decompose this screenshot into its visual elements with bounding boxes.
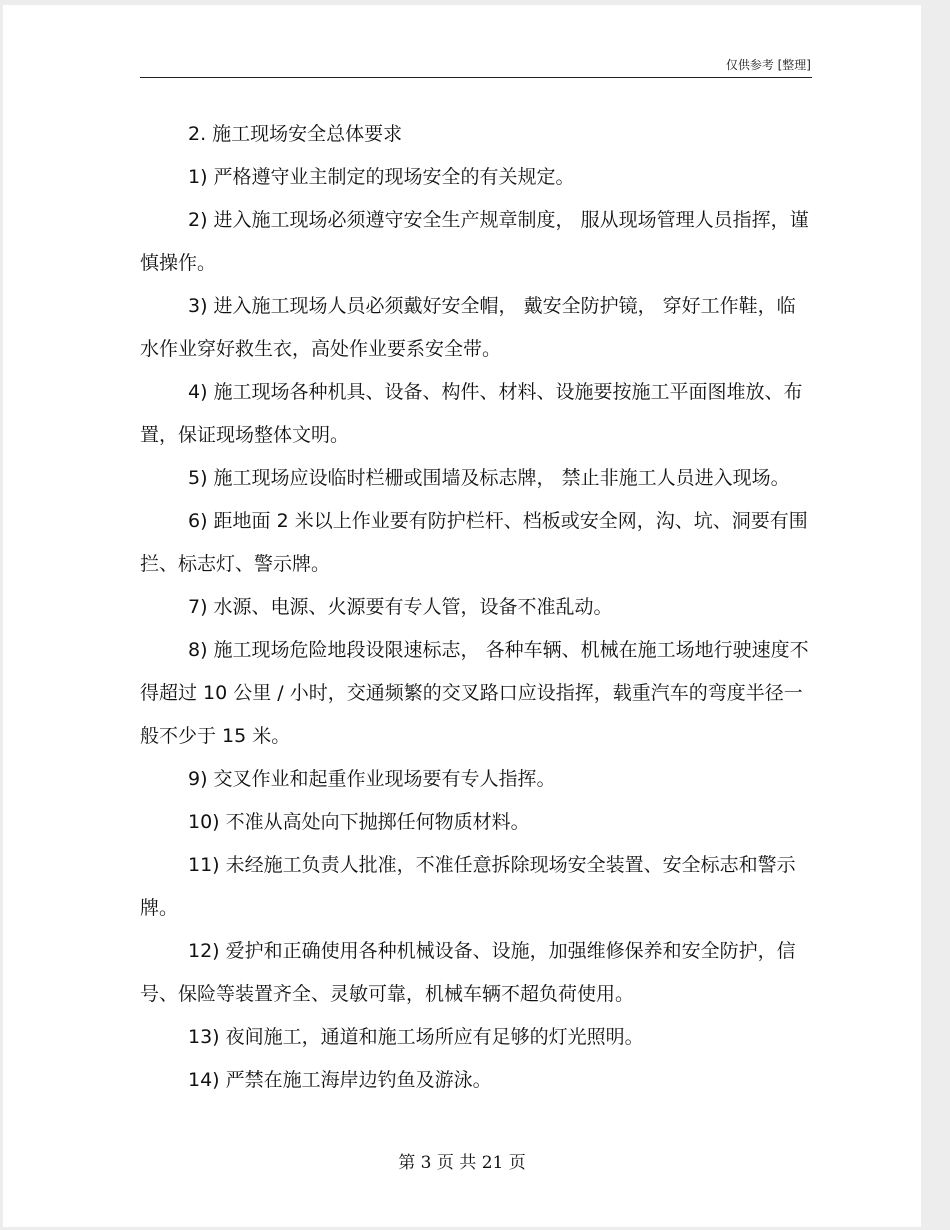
rule-item-5: 5) 施工现场应设临时栏栅或围墙及标志牌， 禁止非施工人员进入现场。 — [188, 467, 790, 489]
page-footer: 第 3 页 共 21 页 — [398, 1153, 526, 1173]
section-heading: 2. 施工现场安全总体要求 — [188, 123, 403, 145]
rule-item-10: 10) 不准从高处向下抛掷任何物质材料。 — [188, 811, 530, 833]
rule-item-12: 12) 爱护和正确使用各种机械设备、设施，加强维修保养和安全防护，信号、保险等装置齐全、灵敏可靠，机械车辆不超负荷使用。 — [140, 940, 796, 1005]
rule-item-11: 11) 未经施工负责人批准，不准任意拆除现场安全装置、安全标志和警示牌。 — [140, 854, 796, 919]
rule-item-13: 13) 夜间施工，通道和施工场所应有足够的灯光照明。 — [188, 1026, 644, 1048]
rule-item-4: 4) 施工现场各种机具、设备、构件、材料、设施要按施工平面图堆放、布置，保证现场整体文明。 — [140, 381, 803, 446]
rule-item-8: 8) 施工现场危险地段设限速标志， 各种车辆、机械在施工场地行驶速度不得超过 10 公里 / 小时，交通频繁的交叉路口应设指挥，载重汽车的弯度半径一般不少于 15 米。 — [140, 639, 809, 747]
header-divider — [140, 77, 812, 78]
rule-item-7: 7) 水源、电源、火源要有专人管，设备不准乱动。 — [188, 596, 613, 618]
document-body — [140, 113, 812, 1102]
rule-item-6: 6) 距地面 2 米以上作业要有防护栏杆、档板或安全网，沟、坑、洞要有围拦、标志灯、警示牌。 — [140, 510, 808, 575]
rule-item-2: 2) 进入施工现场必须遵守安全生产规章制度， 服从现场管理人员指挥，谨慎操作。 — [140, 209, 809, 274]
document-page — [3, 5, 921, 1227]
rule-item-3: 3) 进入施工现场人员必须戴好安全帽， 戴安全防护镜， 穿好工作鞋，临水作业穿好救生衣，高处作业要系安全带。 — [140, 295, 796, 360]
rule-item-14: 14) 严禁在施工海岸边钓鱼及游泳。 — [188, 1069, 492, 1091]
page-header: 仅供参考 [整理] — [725, 58, 811, 72]
rule-item-9: 9) 交叉作业和起重作业现场要有专人指挥。 — [188, 768, 556, 790]
rule-item-1: 1) 严格遵守业主制定的现场安全的有关规定。 — [188, 166, 575, 188]
